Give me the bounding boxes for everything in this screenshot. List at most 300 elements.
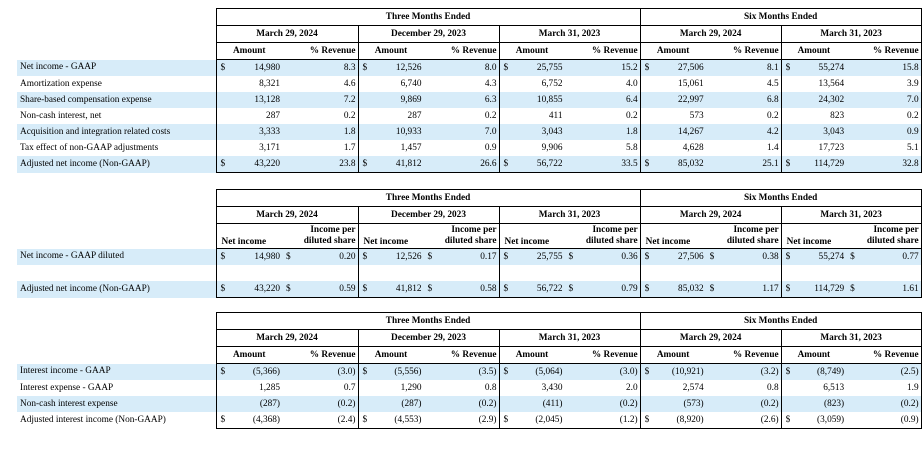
column-header-primary: Amount <box>374 349 408 360</box>
column-header-eps-line2: diluted share <box>444 236 497 246</box>
amount-value: 22,997 <box>650 92 706 108</box>
secondary-value: 4.6 <box>343 78 356 89</box>
amount-value: 85,032 <box>650 281 706 298</box>
currency-symbol: $ <box>358 156 368 173</box>
secondary-value: 3.9 <box>856 76 921 92</box>
group-three-months: Three Months Ended <box>216 190 640 207</box>
period-header: March 31, 2023 <box>781 330 921 347</box>
secondary-value: 4.5 <box>767 78 779 89</box>
period-header: December 29, 2023 <box>358 330 499 347</box>
secondary-value: 0.2 <box>343 110 356 121</box>
currency-symbol <box>282 76 292 92</box>
secondary-value: 1.9 <box>856 380 921 396</box>
currency-symbol: $ <box>640 60 650 77</box>
amount-value: (4,553) <box>368 412 424 429</box>
secondary-value: 0.2 <box>856 108 921 124</box>
currency-symbol <box>499 140 509 156</box>
currency-symbol <box>499 124 509 140</box>
currency-symbol <box>781 140 791 156</box>
table-row <box>17 380 921 396</box>
currency-symbol: $ <box>706 249 716 266</box>
amount-value: 43,220 <box>226 156 282 173</box>
currency-symbol <box>846 60 856 77</box>
secondary-value: 4.3 <box>484 78 497 89</box>
secondary-value: 0.79 <box>575 281 641 298</box>
currency-symbol <box>781 396 791 412</box>
currency-symbol: $ <box>499 60 509 77</box>
currency-symbol: $ <box>781 249 791 266</box>
currency-symbol <box>499 108 509 124</box>
amount-value: 27,506 <box>650 249 706 266</box>
column-header-eps-line2: diluted share <box>585 236 638 246</box>
secondary-value: 0.2 <box>575 108 641 124</box>
column-header-secondary: % Revenue <box>591 349 638 360</box>
secondary-value: 8.3 <box>292 60 358 77</box>
currency-symbol <box>565 156 575 173</box>
currency-symbol: $ <box>640 412 650 429</box>
reconciliation-table-net-income <box>17 8 922 173</box>
amount-value: 3,430 <box>541 382 563 393</box>
amount-value: (5,366) <box>226 364 282 381</box>
currency-symbol <box>640 76 650 92</box>
column-header-primary: Amount <box>515 349 549 360</box>
currency-symbol <box>706 76 716 92</box>
amount-value: 14,267 <box>650 124 706 140</box>
secondary-value: 5.1 <box>856 140 921 156</box>
secondary-value: 0.7 <box>343 382 356 393</box>
secondary-value: 1.7 <box>343 142 356 153</box>
currency-symbol <box>846 364 856 381</box>
amount-value: 8,321 <box>259 78 280 89</box>
column-header-primary: Amount <box>656 45 690 56</box>
table-row <box>17 156 921 173</box>
amount-value: 13,128 <box>226 92 282 108</box>
currency-symbol: $ <box>846 281 856 298</box>
secondary-value: 0.36 <box>575 249 641 266</box>
column-header-secondary: % Revenue <box>309 349 356 360</box>
column-header-secondary: % Revenue <box>732 45 779 56</box>
currency-symbol <box>846 412 856 429</box>
currency-symbol: $ <box>424 249 434 266</box>
secondary-value: (1.2) <box>575 412 641 429</box>
period-header: March 29, 2024 <box>216 26 358 43</box>
period-header: March 31, 2023 <box>781 207 921 224</box>
currency-symbol <box>846 396 856 412</box>
currency-symbol <box>565 396 575 412</box>
period-header: March 29, 2024 <box>216 330 358 347</box>
currency-symbol <box>846 108 856 124</box>
currency-symbol <box>499 380 509 396</box>
amount-value: 13,564 <box>818 78 845 89</box>
currency-symbol <box>282 396 292 412</box>
secondary-value: (2.9) <box>434 412 500 429</box>
table-row <box>17 412 921 429</box>
currency-symbol: $ <box>781 364 791 381</box>
currency-symbol <box>499 92 509 108</box>
amount-value: 14,980 <box>226 60 282 77</box>
column-header-primary: Net income <box>504 237 550 247</box>
currency-symbol <box>706 92 716 108</box>
amount-value: 12,526 <box>368 249 424 266</box>
secondary-value: 25.1 <box>716 156 782 173</box>
group-six-months: Six Months Ended <box>640 190 921 207</box>
secondary-value: 7.2 <box>292 92 358 108</box>
secondary-value: (0.2) <box>856 396 921 412</box>
currency-symbol <box>358 380 368 396</box>
currency-symbol: $ <box>781 412 791 429</box>
currency-symbol <box>282 156 292 173</box>
amount-value: (5,556) <box>368 364 424 381</box>
secondary-value: 1.8 <box>292 124 358 140</box>
currency-symbol: $ <box>358 249 368 266</box>
secondary-value: 0.2 <box>484 110 497 121</box>
amount-value: (5,064) <box>509 364 565 381</box>
currency-symbol <box>282 108 292 124</box>
period-header: March 29, 2024 <box>640 330 781 347</box>
reconciliation-table-interest <box>17 312 922 429</box>
currency-symbol <box>424 156 434 173</box>
amount-value: 41,812 <box>368 156 424 173</box>
currency-symbol <box>565 108 575 124</box>
currency-symbol <box>565 76 575 92</box>
secondary-value: 0.2 <box>767 110 779 121</box>
amount-value: 55,274 <box>791 249 846 266</box>
amount-value: 10,933 <box>368 124 424 140</box>
currency-symbol: $ <box>640 156 650 173</box>
amount-value: 43,220 <box>226 281 282 298</box>
period-header: March 29, 2024 <box>216 207 358 224</box>
column-header-secondary: % Revenue <box>732 349 779 360</box>
amount-value: 55,274 <box>791 60 846 77</box>
currency-symbol <box>424 412 434 429</box>
column-header-secondary: % Revenue <box>450 45 497 56</box>
amount-value: 4,628 <box>682 142 704 153</box>
secondary-value: 0.8 <box>767 382 779 393</box>
amount-value: (8,920) <box>650 412 706 429</box>
secondary-value: 26.6 <box>434 156 500 173</box>
currency-symbol: $ <box>216 249 226 266</box>
secondary-value: 8.1 <box>716 60 782 77</box>
currency-symbol <box>282 92 292 108</box>
secondary-value: 0.38 <box>716 249 782 266</box>
secondary-value: 15.8 <box>856 60 921 77</box>
currency-symbol <box>499 396 509 412</box>
currency-symbol: $ <box>781 60 791 77</box>
currency-symbol <box>358 140 368 156</box>
row-label: Acquisition and integration related costs <box>17 124 216 140</box>
secondary-value: 32.8 <box>856 156 921 173</box>
currency-symbol <box>216 108 226 124</box>
currency-symbol <box>781 380 791 396</box>
secondary-value: 0.58 <box>434 281 500 298</box>
currency-symbol <box>424 364 434 381</box>
currency-symbol <box>846 380 856 396</box>
amount-value: (8,749) <box>791 364 846 381</box>
secondary-value: (3.0) <box>292 364 358 381</box>
column-header-eps-line1: Income per <box>873 225 919 235</box>
currency-symbol <box>640 140 650 156</box>
currency-symbol <box>640 124 650 140</box>
currency-symbol: $ <box>499 364 509 381</box>
currency-symbol <box>846 76 856 92</box>
secondary-value: 0.77 <box>856 249 921 266</box>
currency-symbol <box>846 92 856 108</box>
amount-value: 6,513 <box>823 382 845 393</box>
row-label: Interest expense - GAAP <box>20 382 114 393</box>
table-row <box>17 364 921 381</box>
amount-value: 41,812 <box>368 281 424 298</box>
currency-symbol: $ <box>706 281 716 298</box>
secondary-value: (3.2) <box>716 364 782 381</box>
column-header-primary: Net income <box>363 237 409 247</box>
amount-value: 85,032 <box>650 156 706 173</box>
column-header-primary: Amount <box>797 349 831 360</box>
amount-value: 1,457 <box>400 142 422 153</box>
currency-symbol <box>846 156 856 173</box>
amount-value: 25,755 <box>509 249 565 266</box>
currency-symbol <box>282 140 292 156</box>
currency-symbol <box>424 396 434 412</box>
amount-value: 10,855 <box>509 92 565 108</box>
currency-symbol: $ <box>565 249 575 266</box>
secondary-value: 7.0 <box>856 92 921 108</box>
currency-symbol <box>846 140 856 156</box>
currency-symbol <box>781 76 791 92</box>
column-header-primary: Amount <box>656 349 690 360</box>
group-three-months: Three Months Ended <box>216 313 640 330</box>
period-header: March 31, 2023 <box>499 330 640 347</box>
secondary-value: 0.8 <box>484 382 497 393</box>
amount-value: 9,906 <box>541 142 563 153</box>
currency-symbol <box>706 396 716 412</box>
currency-symbol <box>282 124 292 140</box>
secondary-value: 1.8 <box>575 124 641 140</box>
currency-symbol: $ <box>640 364 650 381</box>
secondary-value: (0.2) <box>716 396 782 412</box>
table-row <box>17 92 921 108</box>
currency-symbol <box>216 124 226 140</box>
currency-symbol <box>640 108 650 124</box>
currency-symbol <box>565 92 575 108</box>
currency-symbol <box>706 380 716 396</box>
currency-symbol <box>424 108 434 124</box>
currency-symbol: $ <box>499 156 509 173</box>
currency-symbol <box>706 156 716 173</box>
secondary-value: 6.4 <box>575 92 641 108</box>
row-label: Tax effect of non-GAAP adjustments <box>20 142 159 153</box>
currency-symbol <box>499 76 509 92</box>
secondary-value: 5.8 <box>575 140 641 156</box>
currency-symbol: $ <box>216 281 226 298</box>
secondary-value: 4.0 <box>575 76 641 92</box>
amount-value: 1,290 <box>400 382 422 393</box>
currency-symbol <box>565 412 575 429</box>
table-row <box>17 396 921 412</box>
currency-symbol <box>216 92 226 108</box>
amount-value: 287 <box>266 110 280 121</box>
column-header-primary: Net income <box>786 237 832 247</box>
table-row <box>17 249 921 266</box>
currency-symbol <box>706 364 716 381</box>
secondary-value: 1.4 <box>767 142 779 153</box>
row-label: Non-cash interest expense <box>17 396 216 412</box>
secondary-value: 8.0 <box>434 60 500 77</box>
amount-value: 3,333 <box>226 124 282 140</box>
currency-symbol: $ <box>358 281 368 298</box>
currency-symbol <box>846 124 856 140</box>
secondary-value: (2.4) <box>292 412 358 429</box>
amount-value: 411 <box>548 110 563 121</box>
secondary-value: 0.20 <box>292 249 358 266</box>
amount-value: 27,506 <box>650 60 706 77</box>
row-label: Adjusted net income (Non-GAAP) <box>17 281 216 298</box>
currency-symbol <box>565 60 575 77</box>
amount-value: 14,980 <box>226 249 282 266</box>
currency-symbol: $ <box>358 364 368 381</box>
amount-value: 823 <box>830 110 845 121</box>
secondary-value: (3.5) <box>434 364 500 381</box>
secondary-value: (2.5) <box>856 364 921 381</box>
currency-symbol: $ <box>358 412 368 429</box>
period-header: March 31, 2023 <box>781 26 921 43</box>
row-label: Adjusted net income (Non-GAAP) <box>17 156 216 173</box>
secondary-value: 15.2 <box>575 60 641 77</box>
currency-symbol <box>565 140 575 156</box>
amount-value: 114,729 <box>791 281 846 298</box>
currency-symbol: $ <box>781 281 791 298</box>
amount-value: 1,285 <box>259 382 280 393</box>
currency-symbol <box>706 60 716 77</box>
currency-symbol: $ <box>499 412 509 429</box>
row-label: Interest income - GAAP <box>17 364 216 381</box>
row-label: Net income - GAAP diluted <box>17 249 216 266</box>
amount-value: 2,574 <box>682 382 704 393</box>
amount-value: 17,723 <box>818 142 845 153</box>
amount-value: 3,171 <box>259 142 280 153</box>
amount-value: 9,869 <box>368 92 424 108</box>
currency-symbol <box>216 380 226 396</box>
period-header: March 31, 2023 <box>499 26 640 43</box>
secondary-value: (0.2) <box>434 396 500 412</box>
currency-symbol: $ <box>216 412 226 429</box>
reconciliation-table-per-share <box>17 189 922 298</box>
row-label: Net income - GAAP <box>17 60 216 77</box>
column-header-primary: Amount <box>232 349 266 360</box>
currency-symbol <box>424 380 434 396</box>
amount-value: (3,059) <box>791 412 846 429</box>
table-row <box>17 124 921 140</box>
period-header: March 31, 2023 <box>499 207 640 224</box>
currency-symbol <box>424 92 434 108</box>
column-header-secondary: % Revenue <box>872 349 919 360</box>
column-header-primary: Amount <box>515 45 549 56</box>
currency-symbol <box>640 92 650 108</box>
secondary-value: 7.0 <box>434 124 500 140</box>
currency-symbol <box>706 140 716 156</box>
column-header-eps-line2: diluted share <box>726 236 779 246</box>
column-header-secondary: % Revenue <box>450 349 497 360</box>
row-label: Adjusted interest income (Non-GAAP) <box>20 414 166 425</box>
currency-symbol <box>781 124 791 140</box>
currency-symbol <box>706 124 716 140</box>
column-header-eps-line2: diluted share <box>866 236 919 246</box>
table-row <box>17 76 921 92</box>
amount-value: 12,526 <box>368 60 424 77</box>
table-row <box>17 281 921 298</box>
group-six-months: Six Months Ended <box>640 9 921 26</box>
currency-symbol <box>424 124 434 140</box>
amount-value: (287) <box>226 396 282 412</box>
currency-symbol <box>216 396 226 412</box>
amount-value: 114,729 <box>791 156 846 173</box>
currency-symbol: $ <box>216 60 226 77</box>
amount-value: (4,368) <box>226 412 282 429</box>
period-header: March 29, 2024 <box>640 207 781 224</box>
column-header-eps-line1: Income per <box>733 225 779 235</box>
amount-value: (411) <box>509 396 565 412</box>
currency-symbol: $ <box>781 156 791 173</box>
currency-symbol: $ <box>282 249 292 266</box>
currency-symbol <box>781 108 791 124</box>
amount-value: (287) <box>368 396 424 412</box>
currency-symbol <box>358 396 368 412</box>
currency-symbol <box>781 92 791 108</box>
currency-symbol <box>706 412 716 429</box>
secondary-value: (2.6) <box>716 412 782 429</box>
row-label: Amortization expense <box>20 78 102 89</box>
secondary-value: 1.61 <box>856 281 921 298</box>
column-header-primary: Net income <box>221 237 267 247</box>
currency-symbol <box>216 76 226 92</box>
amount-value: 24,302 <box>791 92 846 108</box>
currency-symbol <box>358 92 368 108</box>
column-header-eps-line1: Income per <box>451 225 497 235</box>
currency-symbol: $ <box>565 281 575 298</box>
column-header-primary: Amount <box>374 45 408 56</box>
table-row <box>17 108 921 124</box>
amount-value: 287 <box>407 110 422 121</box>
currency-symbol: $ <box>216 364 226 381</box>
currency-symbol <box>358 108 368 124</box>
column-header-primary: Amount <box>797 45 831 56</box>
currency-symbol <box>565 124 575 140</box>
secondary-value: 2.0 <box>575 380 641 396</box>
secondary-value: 0.17 <box>434 249 500 266</box>
currency-symbol <box>565 380 575 396</box>
currency-symbol: $ <box>282 281 292 298</box>
currency-symbol: $ <box>216 156 226 173</box>
secondary-value: 6.3 <box>434 92 500 108</box>
currency-symbol <box>424 60 434 77</box>
column-header-eps-line1: Income per <box>310 225 356 235</box>
currency-symbol <box>358 76 368 92</box>
amount-value: 3,043 <box>791 124 846 140</box>
currency-symbol <box>640 396 650 412</box>
amount-value: 56,722 <box>509 281 565 298</box>
currency-symbol <box>282 380 292 396</box>
secondary-value: 4.2 <box>716 124 782 140</box>
currency-symbol <box>216 140 226 156</box>
column-header-secondary: % Revenue <box>591 45 638 56</box>
amount-value: (2,045) <box>509 412 565 429</box>
secondary-value: (3.0) <box>575 364 641 381</box>
secondary-value: 1.17 <box>716 281 782 298</box>
secondary-value: (0.2) <box>292 396 358 412</box>
secondary-value: 0.9 <box>484 142 497 153</box>
amount-value: 6,752 <box>541 78 563 89</box>
currency-symbol <box>640 380 650 396</box>
column-header-secondary: % Revenue <box>309 45 356 56</box>
